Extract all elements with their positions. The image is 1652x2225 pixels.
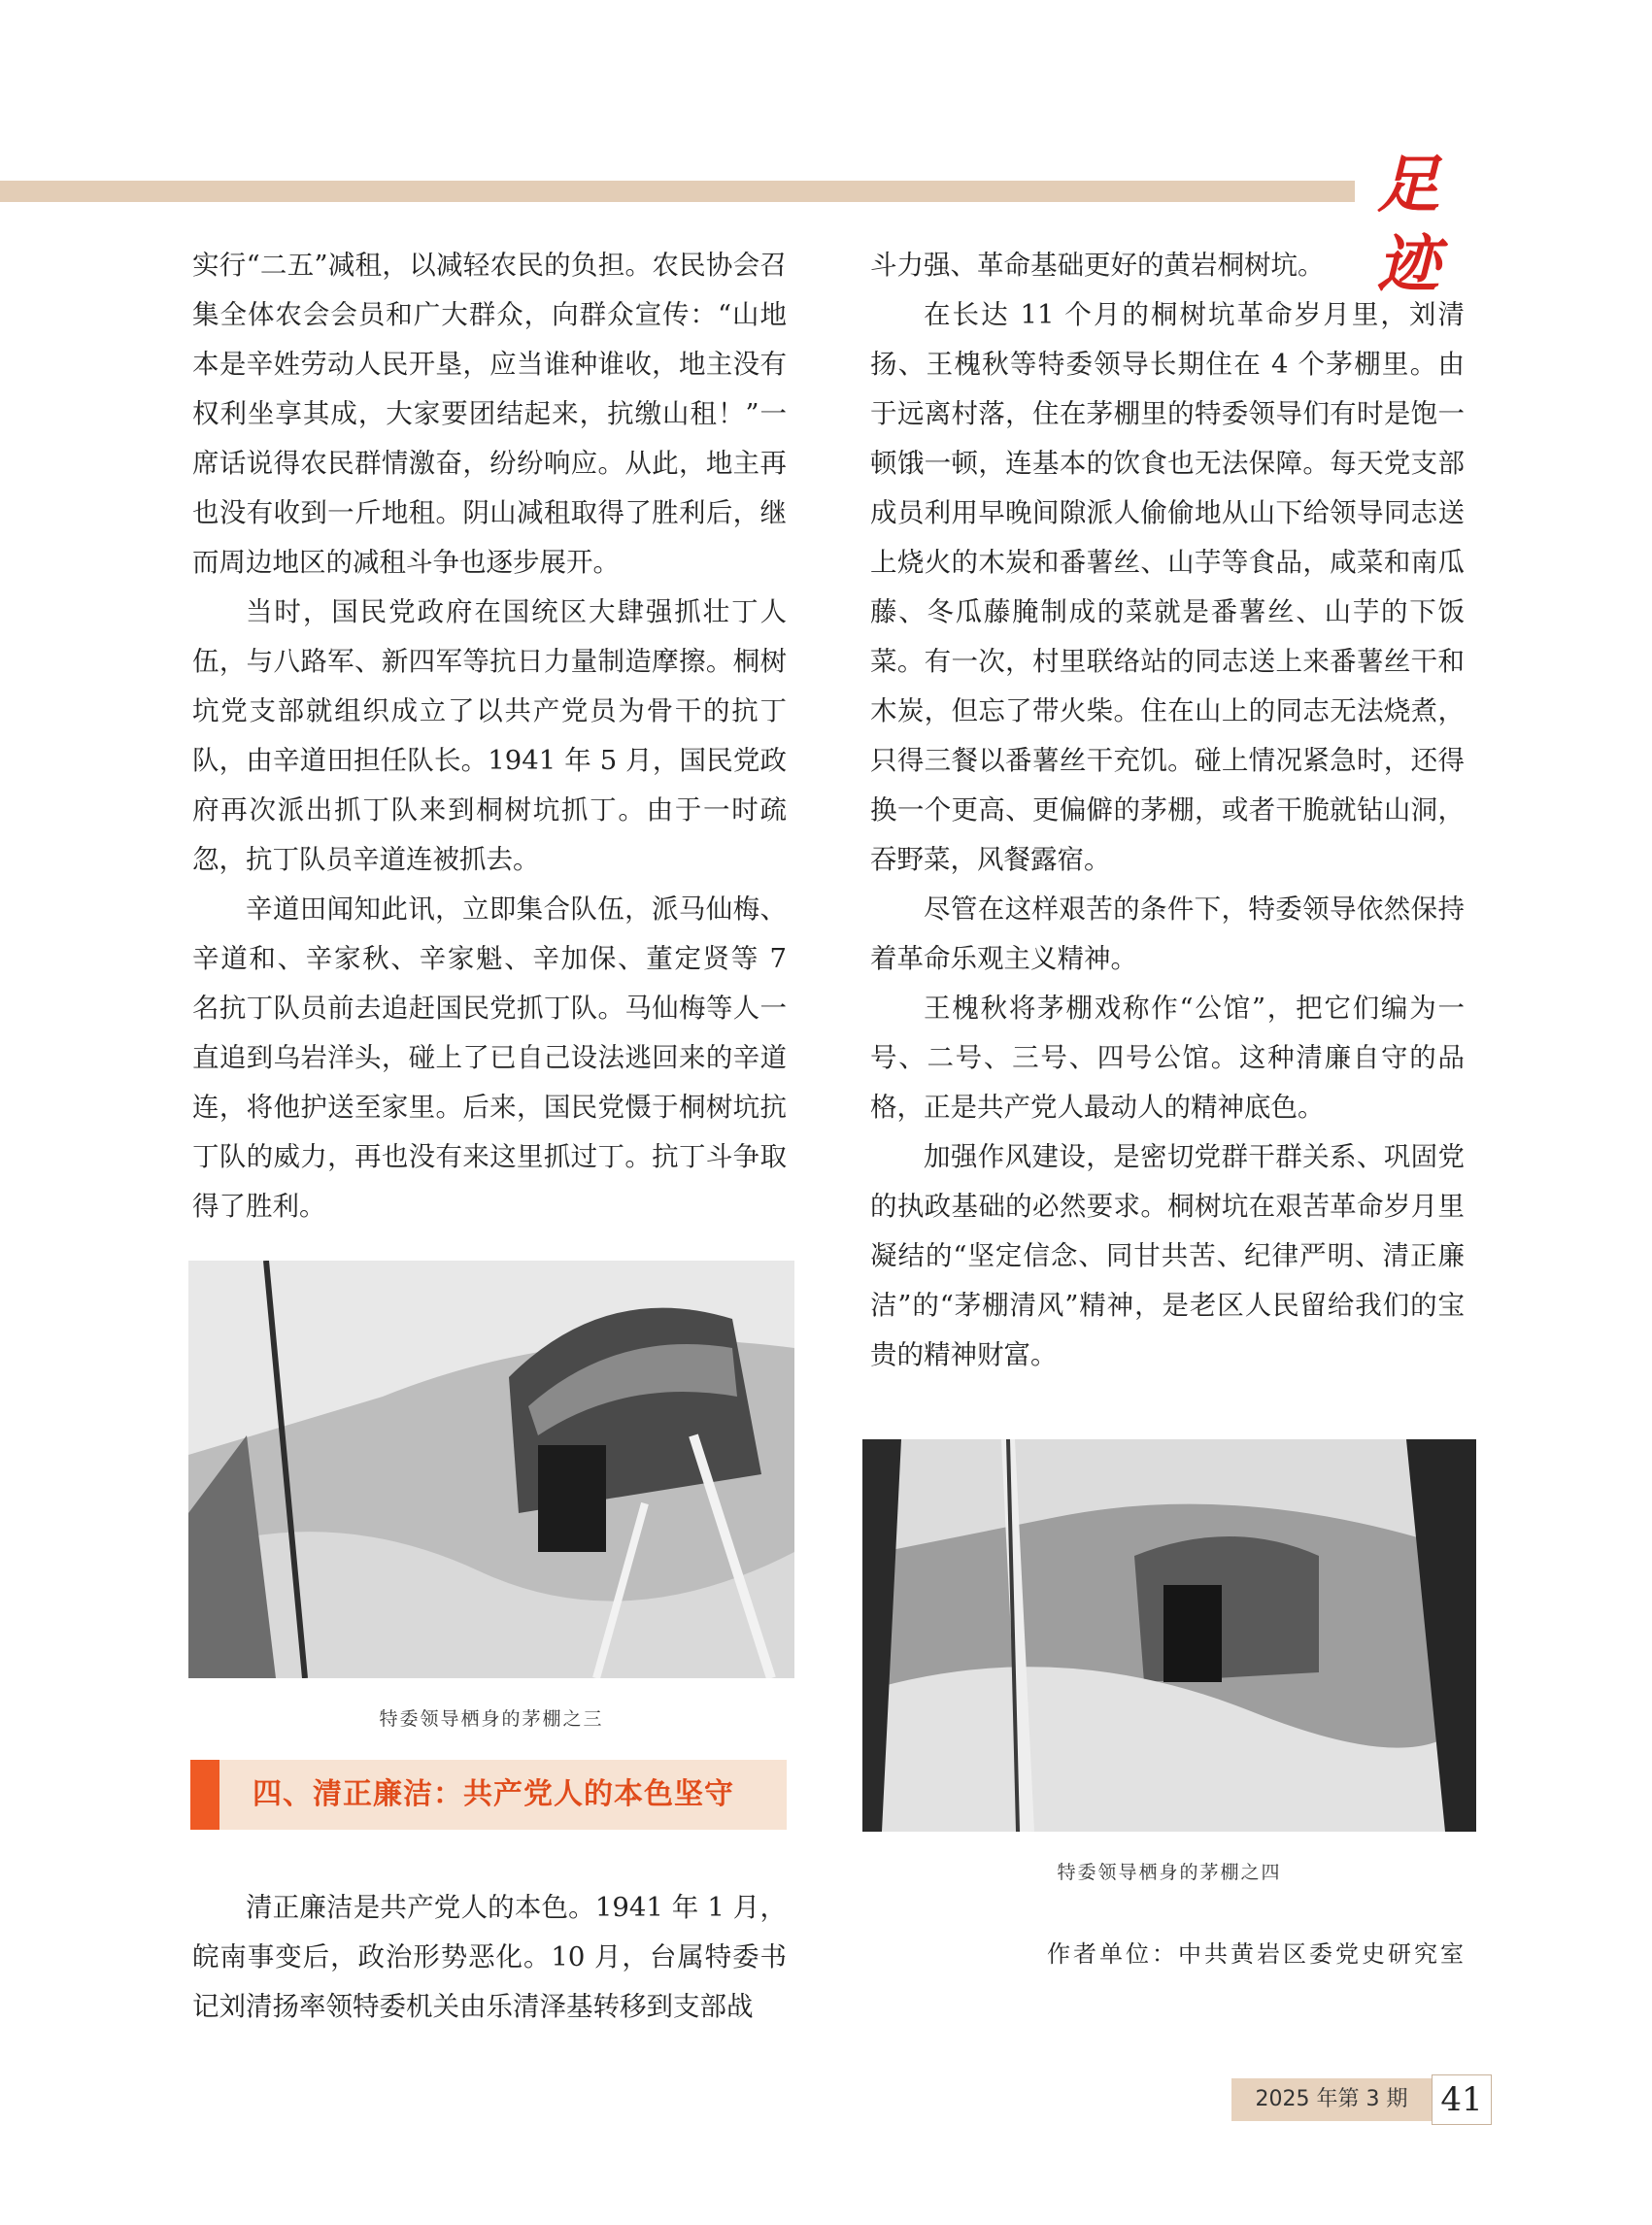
section-heading	[190, 1760, 787, 1830]
paragraph: 加强作风建设，是密切党群干群关系、巩固党的执政基础的必然要求。桐树坑在艰苦革命岁月里凝结的“坚定信念、同甘共苦、纪律严明、清正廉洁”的“茅棚清风”精神，是老区人民留给我们的宝贵的精神财富。	[870, 1141, 1465, 1370]
section-body	[192, 1883, 787, 2032]
paragraph: 辛道田闻知此讯，立即集合队伍，派马仙梅、辛道和、辛家秋、辛家魁、辛加保、董定贤等 7 名抗丁队员前去追赶国民党抓丁队。马仙梅等人一直追到乌岩洋头，碰上了已自己设法逃回来的辛道连，将他护送至家里。后来，国民党慑于桐树坑抗丁队的威力，再也没有来这里抓过丁。抗丁斗争取得了胜利。	[192, 893, 787, 1222]
section-title: 四、清正廉洁：共产党人的本色坚守	[253, 1777, 734, 1811]
section-marker	[190, 1760, 219, 1830]
photo-caption: 特委领导栖身的茅棚之四	[1057, 1862, 1282, 1883]
issue-label: 2025 年第 3 期	[1231, 2078, 1432, 2121]
paragraph: 斗力强、革命基础更好的黄岩桐树坑。	[870, 250, 1325, 281]
right-column	[870, 241, 1465, 1380]
paragraph: 王槐秋将茅棚戏称作“公馆”，把它们编为一号、二号、三号、四号公馆。这种清廉自守的品格，正是共产党人最动人的精神底色。	[870, 993, 1465, 1123]
paragraph: 尽管在这样艰苦的条件下，特委领导依然保持着革命乐观主义精神。	[870, 893, 1465, 974]
left-column	[192, 241, 787, 1231]
paragraph: 清正廉洁是共产党人的本色。1941 年 1 月，皖南事变后，政治形势恶化。10 月，台属特委书记刘清扬率领特委机关由乐清泽基转移到支部战	[192, 1892, 787, 2022]
header-band	[0, 181, 1355, 202]
paragraph: 实行“二五”减租，以减轻农民的负担。农民协会召集全体农会会员和广大群众，向群众宣传：“山地本是辛姓劳动人民开垦，应当谁种谁收，地主没有权利坐享其成，大家要团结起来，抗缴山租！”一席话说得农民群情激奋，纷纷响应。从此，地主再也没有收到一斤地租。阴山减租取得了胜利后，继而周边地区的减租斗争也逐步展开。	[192, 250, 787, 578]
photo-caption: 特委领导栖身的茅棚之三	[379, 1708, 604, 1730]
author-affiliation: 作者单位：中共黄岩区委党史研究室	[1047, 1940, 1467, 1968]
hut-photo-four	[862, 1439, 1476, 1832]
paragraph: 当时，国民党政府在国统区大肆强抓壮丁人伍，与八路军、新四军等抗日力量制造摩擦。桐树坑党支部就组织成立了以共产党员为骨干的抗丁队，由辛道田担任队长。1941 年 5 月，国民党政府再次派出抓丁队来到桐树坑抓丁。由于一时疏忽，抗丁队员辛道连被抓去。	[192, 596, 787, 875]
hut-photo-three	[188, 1261, 794, 1678]
paragraph: 在长达 11 个月的桐树坑革命岁月里，刘清扬、王槐秋等特委领导长期住在 4 个茅棚里。由于远离村落，住在茅棚里的特委领导们有时是饱一顿饿一顿，连基本的饮食也无法保障。每天党支部成员利用早晚间隙派人偷偷地从山下给领导同志送上烧火的木炭和番薯丝、山芋等食品，咸菜和南瓜藤、冬瓜藤腌制成的菜就是番薯丝、山芋的下饭菜。有一次，村里联络站的同志送上来番薯丝干和木炭，但忘了带火柴。住在山上的同志无法烧煮，只得三餐以番薯丝干充饥。碰上情况紧急时，还得换一个更高、更偏僻的茅棚，或者干脆就钻山洞，吞野菜，风餐露宿。	[870, 299, 1465, 875]
magazine-logo: 足迹	[1377, 149, 1433, 301]
page-number: 41	[1432, 2074, 1492, 2125]
